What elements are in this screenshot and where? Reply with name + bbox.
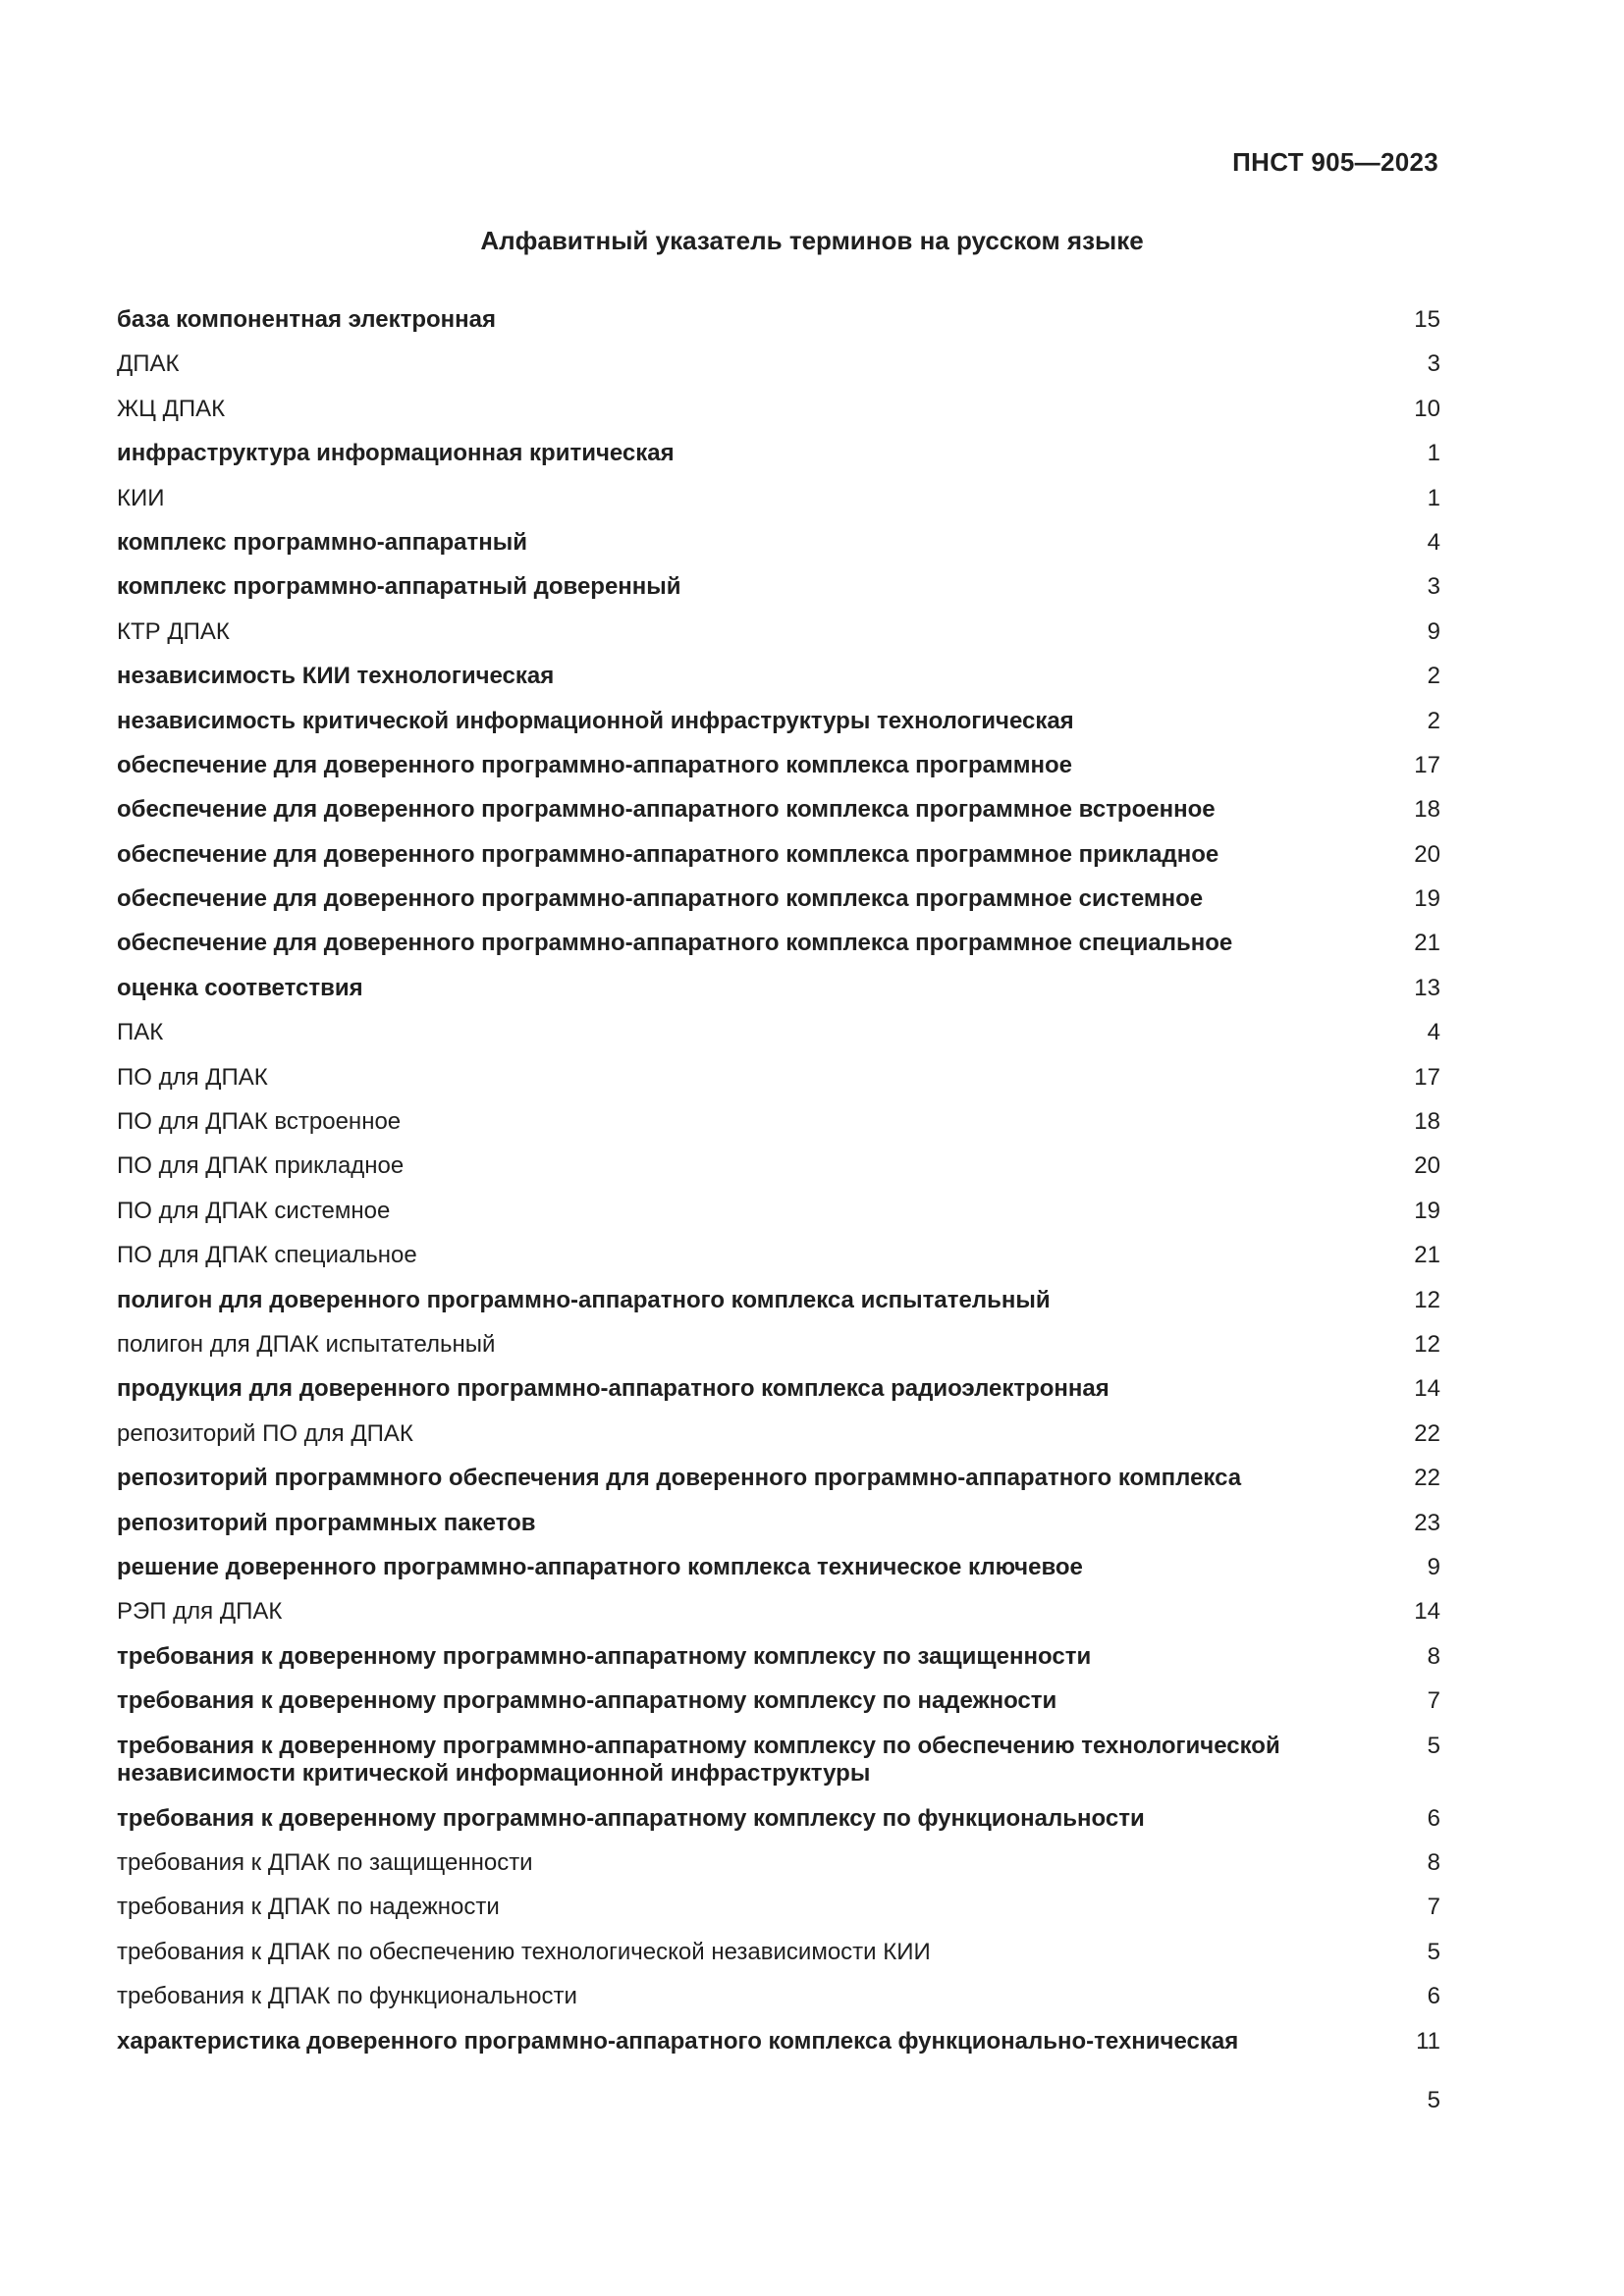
index-entry-number: 22	[1414, 1419, 1440, 1447]
page-number: 5	[1427, 2087, 1440, 2113]
index-entry	[117, 1894, 1440, 1922]
index-entry	[117, 1643, 1440, 1672]
index-entry-term: обеспечение для доверенного программно-аппаратного комплекса программное	[117, 751, 1072, 778]
index-entry-number: 17	[1414, 751, 1440, 778]
index-entry-term: репозиторий программных пакетов	[117, 1509, 536, 1536]
index-entry-term: независимость КИИ технологическая	[117, 663, 555, 690]
index-entry-term: ДПАК	[117, 350, 180, 378]
index-entry-term: оценка соответствия	[117, 974, 363, 1001]
index-entry-number: 2	[1427, 663, 1440, 690]
index-entry-number: 8	[1427, 1642, 1440, 1670]
index-entry-number: 12	[1414, 1286, 1440, 1313]
index-entry-term: полигон для доверенного программно-аппаратного комплекса испытательный	[117, 1286, 1051, 1313]
index-entry	[117, 1939, 1440, 1967]
document-code: ПНСТ 905—2023	[1232, 147, 1438, 177]
index-entry	[117, 1849, 1440, 1878]
index-entry-term: ПО для ДПАК прикладное	[117, 1152, 405, 1180]
index-entry-number: 21	[1414, 930, 1440, 957]
index-entry	[117, 708, 1440, 736]
index-entry	[117, 1805, 1440, 1834]
index-entry-number: 21	[1414, 1242, 1440, 1269]
index-entry-number: 3	[1427, 350, 1440, 378]
index-entry	[117, 1465, 1440, 1493]
index-entry	[117, 396, 1440, 424]
index-entry	[117, 485, 1440, 513]
index-entry-term: КТР ДПАК	[117, 617, 230, 645]
index-entry-term: решение доверенного программно-аппаратного комплекса техническое ключевое	[117, 1553, 1083, 1580]
index-entry-term: требования к ДПАК по надежности	[117, 1894, 500, 1921]
index-entry	[117, 1152, 1440, 1181]
index-entry-term: требования к ДПАК по защищенности	[117, 1849, 533, 1877]
index-entry-term: ПО для ДПАК системное	[117, 1197, 391, 1224]
index-entry-number: 6	[1427, 1983, 1440, 2010]
index-entry-term: комплекс программно-аппаратный	[117, 528, 527, 556]
index-entry-number: 9	[1427, 617, 1440, 645]
index-entry	[117, 796, 1440, 825]
index-entry	[117, 752, 1440, 780]
index-entry-number: 11	[1416, 2027, 1440, 2055]
index-entry-term: ПО для ДПАК специальное	[117, 1242, 417, 1269]
index-entry	[117, 1687, 1440, 1716]
index-entry	[117, 1375, 1440, 1404]
index-entry	[117, 1064, 1440, 1093]
index-entry-term: обеспечение для доверенного программно-аппаратного комплекса программное встроенное	[117, 796, 1216, 824]
index-entry-number: 7	[1427, 1687, 1440, 1715]
index-entry	[117, 1331, 1440, 1360]
index-entry-number: 10	[1414, 395, 1440, 422]
index-entry-term: требования к доверенному программно-аппаратному комплексу по обеспечению технологической независимости критической информационной инфраструктуры	[117, 1732, 1280, 1788]
index-entry-number: 4	[1427, 528, 1440, 556]
index-entry-term: обеспечение для доверенного программно-аппаратного комплекса программное системное	[117, 885, 1204, 913]
index-entry	[117, 930, 1440, 958]
index-entry	[117, 1733, 1440, 1789]
index-entry-number: 1	[1427, 484, 1440, 511]
term-index-list	[117, 306, 1440, 2072]
index-entry-number: 19	[1414, 885, 1440, 913]
index-entry-number: 17	[1414, 1063, 1440, 1091]
index-entry-number: 6	[1427, 1804, 1440, 1832]
index-entry	[117, 306, 1440, 335]
index-entry-term: репозиторий программного обеспечения для доверенного программно-аппаратного комплекса	[117, 1465, 1242, 1492]
index-entry	[117, 618, 1440, 647]
index-entry-term: ПО для ДПАК	[117, 1063, 268, 1091]
index-title: Алфавитный указатель терминов на русском языке	[480, 226, 1144, 255]
index-entry	[117, 663, 1440, 691]
index-entry-term: ПО для ДПАК встроенное	[117, 1108, 402, 1136]
index-entry-number: 22	[1414, 1465, 1440, 1492]
index-entry-number: 14	[1414, 1375, 1440, 1403]
index-entry	[117, 1598, 1440, 1627]
index-entry	[117, 1420, 1440, 1449]
index-entry-term: полигон для ДПАК испытательный	[117, 1330, 496, 1358]
index-entry-term: инфраструктура информационная критическая	[117, 440, 675, 467]
index-entry	[117, 1510, 1440, 1538]
index-entry-number: 7	[1427, 1894, 1440, 1921]
index-entry-number: 5	[1427, 1732, 1440, 1759]
index-entry-number: 20	[1414, 840, 1440, 868]
index-entry	[117, 1287, 1440, 1315]
index-entry-term: характеристика доверенного программно-аппаратного комплекса функционально-техническая	[117, 2027, 1239, 2055]
index-entry-term: требования к доверенному программно-аппаратному комплексу по функциональности	[117, 1804, 1145, 1832]
index-entry-term: независимость критической информационной инфраструктуры технологическая	[117, 707, 1074, 734]
index-entry	[117, 440, 1440, 468]
index-entry-term: репозиторий ПО для ДПАК	[117, 1419, 413, 1447]
index-entry	[117, 529, 1440, 558]
index-entry-number: 4	[1427, 1019, 1440, 1046]
index-entry	[117, 841, 1440, 870]
index-entry-term: РЭП для ДПАК	[117, 1598, 283, 1626]
index-entry-number: 1	[1427, 440, 1440, 467]
index-entry-number: 8	[1427, 1849, 1440, 1877]
index-entry-number: 14	[1414, 1598, 1440, 1626]
index-entry	[117, 1554, 1440, 1582]
index-entry	[117, 885, 1440, 914]
index-entry-number: 12	[1414, 1330, 1440, 1358]
index-entry-term: база компонентная электронная	[117, 306, 497, 333]
index-entry	[117, 1198, 1440, 1226]
index-entry-number: 20	[1414, 1152, 1440, 1180]
index-entry-term: обеспечение для доверенного программно-аппаратного комплекса программное специальное	[117, 930, 1233, 957]
index-entry-number: 3	[1427, 573, 1440, 601]
index-entry-term: требования к доверенному программно-аппаратному комплексу по защищенности	[117, 1642, 1092, 1670]
index-entry-number: 13	[1414, 974, 1440, 1001]
index-entry-term: ПАК	[117, 1019, 164, 1046]
index-entry	[117, 1983, 1440, 2011]
index-entry	[117, 1019, 1440, 1047]
index-entry-number: 2	[1427, 707, 1440, 734]
index-entry-term: требования к доверенному программно-аппаратному комплексу по надежности	[117, 1687, 1057, 1715]
index-entry-number: 18	[1414, 1108, 1440, 1136]
index-entry-number: 19	[1414, 1197, 1440, 1224]
index-entry-term: требования к ДПАК по обеспечению технологической независимости КИИ	[117, 1938, 931, 1965]
index-entry-number: 5	[1427, 1938, 1440, 1965]
index-entry-number: 9	[1427, 1553, 1440, 1580]
index-entry-term: требования к ДПАК по функциональности	[117, 1983, 577, 2010]
index-entry	[117, 1108, 1440, 1137]
index-entry	[117, 975, 1440, 1003]
index-entry-term: обеспечение для доверенного программно-аппаратного комплекса программное прикладное	[117, 840, 1219, 868]
index-entry	[117, 2028, 1440, 2056]
index-entry-number: 15	[1414, 306, 1440, 333]
index-entry-number: 23	[1414, 1509, 1440, 1536]
index-entry	[117, 1242, 1440, 1270]
index-entry	[117, 350, 1440, 379]
index-entry	[117, 573, 1440, 602]
index-entry-term: комплекс программно-аппаратный доверенный	[117, 573, 681, 601]
index-entry-term: ЖЦ ДПАК	[117, 395, 226, 422]
index-entry-term: КИИ	[117, 484, 165, 511]
index-entry-number: 18	[1414, 796, 1440, 824]
index-entry-term: продукция для доверенного программно-аппаратного комплекса радиоэлектронная	[117, 1375, 1110, 1403]
